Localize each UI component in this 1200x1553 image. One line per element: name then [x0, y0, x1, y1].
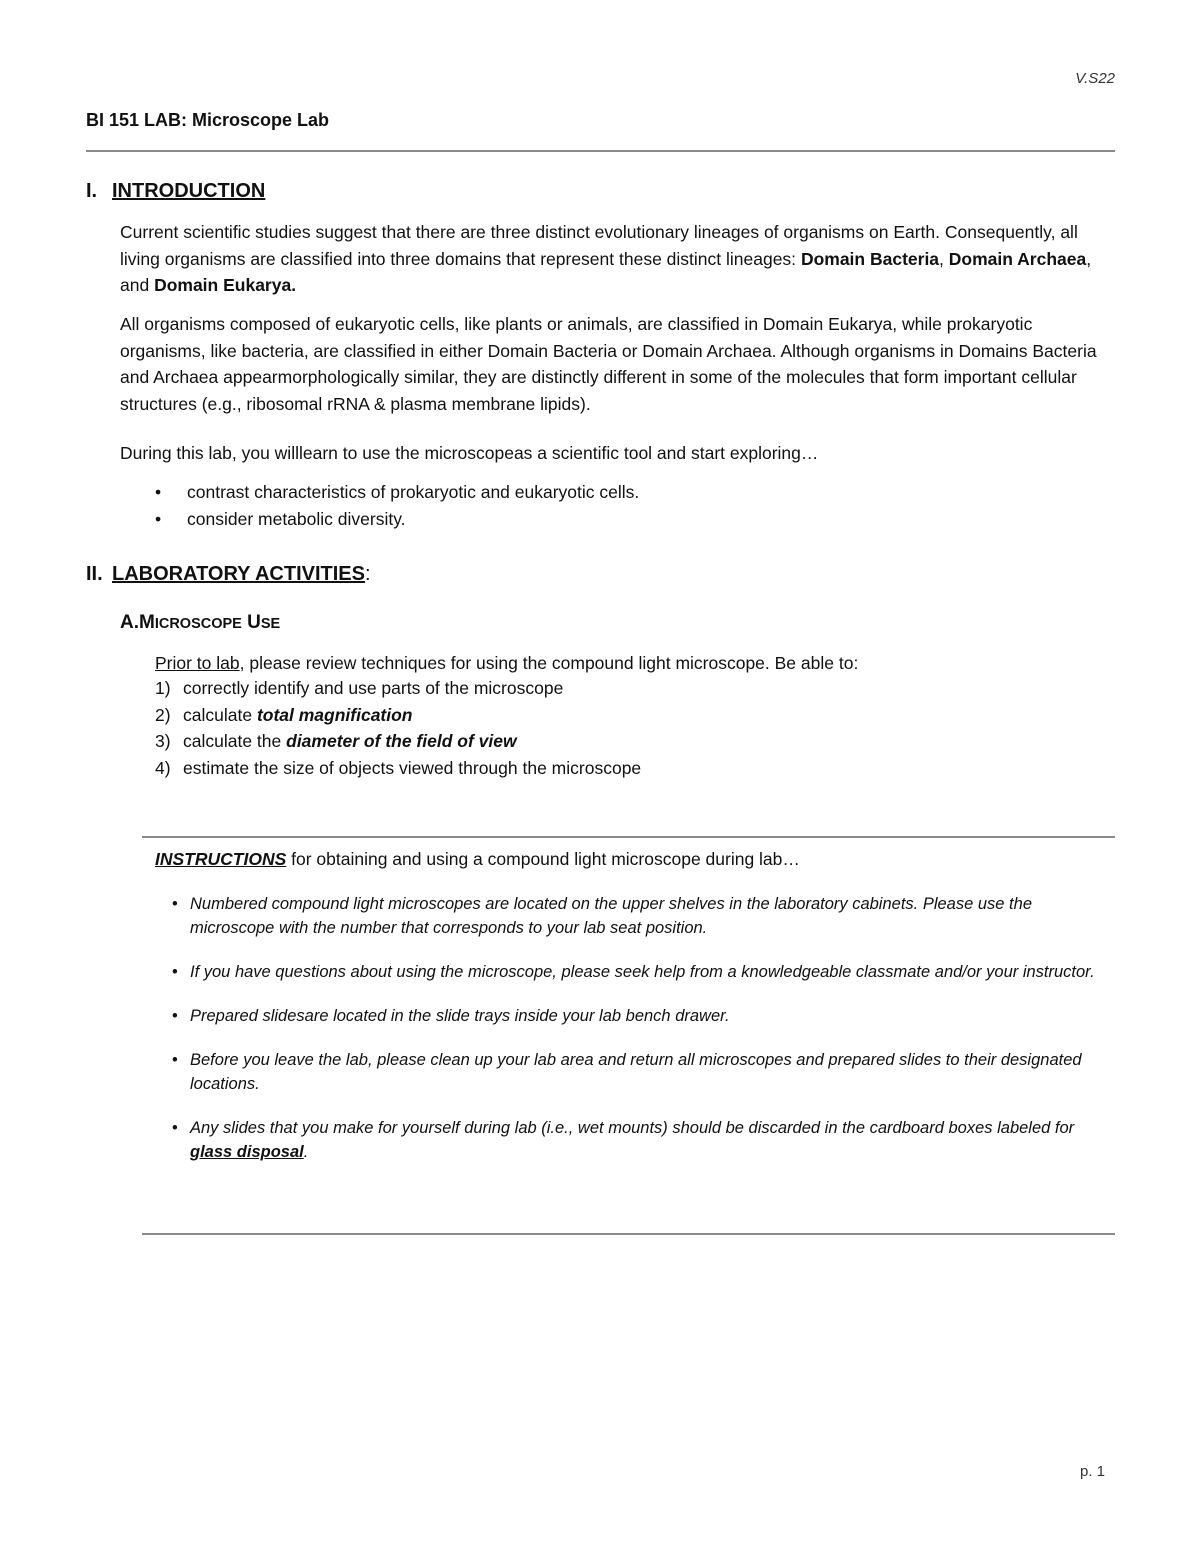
- activities-number: II.: [86, 563, 103, 585]
- step-text: calculate the: [183, 731, 287, 751]
- domain-archaea: Domain Archaea: [948, 248, 1087, 269]
- step-text: correctly identify and use parts of the microscope: [183, 678, 564, 698]
- instructions-list: [155, 892, 1110, 1184]
- bullet-text: contrast characteristics of prokaryotic and eukaryotic cells.: [187, 482, 640, 502]
- list-item: [155, 755, 1115, 782]
- subhead-u: U: [241, 612, 261, 633]
- intro-p2-text: All organisms composed of eukaryotic cells, like plants or animals, are classified in Domain Eukarya, while prokaryotic organisms, like bacteria, are classified in either Domain Bacteria or Domain Archaea. Although organisms in Domains Bacteria and Archaea appearmorphologically similar, they are distinctly different in some of the molecules that form important cellular structures (e.g., ribosomal rRNA & plasma membrane lipids).: [120, 314, 1097, 414]
- subhead-prefix: A.M: [120, 612, 155, 633]
- activities-colon: :: [364, 563, 371, 585]
- list-item: [155, 1048, 1110, 1096]
- step-emphasis: total magnification: [256, 704, 413, 725]
- step-text: calculate: [183, 704, 257, 725]
- intro-p1-end: .: [291, 275, 297, 295]
- page-number: p. 1: [1080, 1463, 1106, 1480]
- list-item: [155, 892, 1110, 940]
- list-item: [120, 479, 1110, 506]
- subhead-smallcaps-1: ICROSCOPE: [154, 616, 242, 632]
- bullet-icon: •: [155, 482, 162, 502]
- microscope-use-heading: [120, 612, 280, 634]
- bullet-text: consider metabolic diversity.: [187, 508, 406, 529]
- instructions-bottom-divider: [142, 1233, 1115, 1235]
- instructions-keyword: INSTRUCTIONS: [155, 849, 287, 869]
- prior-to-lab-line: [155, 650, 1115, 677]
- bullet-icon: •: [172, 1119, 178, 1137]
- list-item: [155, 675, 1115, 702]
- list-item: [155, 1004, 1110, 1028]
- list-item: [155, 960, 1110, 984]
- intro-heading: [86, 180, 265, 203]
- intro-p1-text: Current scientific studies suggest that there are three distinct evolutionary lineages of organisms on Earth. Consequently, all living organisms are classified into three domains that represent these distinct lineages:: [120, 222, 1078, 269]
- instruction-text: Any slides that you make for yourself during lab (i.e., wet mounts) should be discarded in the cardboard boxes labeled for: [190, 1119, 1075, 1137]
- intro-paragraph-1: [120, 219, 1110, 299]
- intro-paragraph-2: [120, 311, 1110, 417]
- instructions-top-divider: [142, 836, 1115, 838]
- domain-eukarya: Domain Eukarya: [154, 275, 292, 295]
- skills-list: [155, 675, 1115, 781]
- list-item: [120, 506, 1110, 533]
- activities-heading: [86, 563, 371, 586]
- list-item: [155, 1116, 1110, 1164]
- step-number: 2): [155, 704, 171, 725]
- bullet-icon: •: [172, 1051, 178, 1069]
- step-number: 1): [155, 678, 171, 698]
- version-label: V.S22: [1075, 70, 1115, 87]
- instructions-heading-text: for obtaining and using a compound light microscope during lab…: [286, 849, 800, 869]
- prior-to-lab-text: , please review techniques for using the compound light microscope. Be able to:: [239, 653, 859, 673]
- document-title: BI 151 LAB: Microscope Lab: [86, 110, 330, 130]
- intro-bullet-list: [120, 479, 1110, 532]
- step-emphasis: diameter of the field of view: [286, 731, 517, 751]
- list-item: [155, 728, 1115, 755]
- intro-p3-text: During this lab, you willlearn to use the microscopeas a scientific tool and start exploring…: [120, 443, 819, 463]
- step-number: 3): [155, 731, 171, 751]
- instruction-text: Numbered compound light microscopes are located on the upper shelves in the laboratory cabinets. Please use the microscope with the number that corresponds to your lab seat position.: [190, 895, 1032, 937]
- bullet-icon: •: [172, 963, 178, 981]
- intro-number: I.: [86, 180, 98, 202]
- step-number: 4): [155, 757, 171, 778]
- activities-heading-text: LABORATORY ACTIVITIES: [112, 563, 365, 585]
- intro-p1-sep2: , and: [120, 248, 1092, 295]
- instruction-text: If you have questions about using the microscope, please seek help from a knowledgeable classmate and/or your instructor.: [190, 963, 1095, 981]
- bullet-icon: •: [172, 895, 178, 913]
- header-divider: [86, 150, 1115, 152]
- subhead-smallcaps-2: SE: [260, 616, 281, 632]
- instruction-text: Prepared slidesare located in the slide trays inside your lab bench drawer.: [190, 1007, 730, 1025]
- glass-disposal-text: glass disposal: [190, 1143, 304, 1161]
- intro-paragraph-3: [120, 440, 1110, 467]
- instructions-heading: [155, 846, 1105, 873]
- instruction-text: Before you leave the lab, please clean up your lab area and return all microscopes and prepared slides to their designated locations.: [190, 1051, 1082, 1093]
- intro-p1-sep1: ,: [939, 248, 949, 269]
- domain-bacteria: Domain Bacteria: [800, 248, 940, 269]
- bullet-icon: •: [172, 1007, 178, 1025]
- step-text: estimate the size of objects viewed through the microscope: [183, 757, 642, 778]
- list-item: [155, 702, 1115, 729]
- prior-to-lab-underlined: Prior to lab: [155, 653, 240, 673]
- intro-heading-text: INTRODUCTION: [112, 180, 266, 202]
- instruction-end: .: [303, 1143, 309, 1161]
- bullet-icon: •: [155, 508, 162, 529]
